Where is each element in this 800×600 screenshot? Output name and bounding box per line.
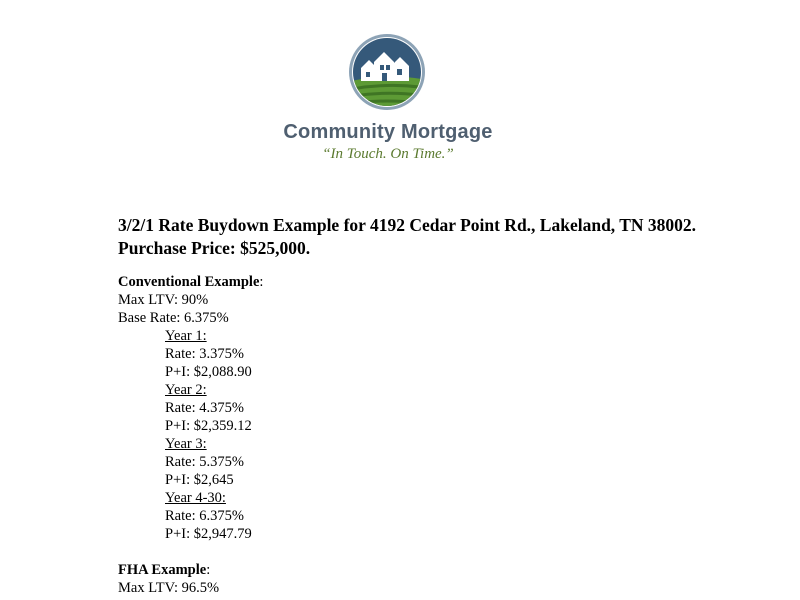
year-3-payment: P+I: $2,645	[165, 472, 234, 488]
fha-title-colon: :	[206, 562, 211, 578]
year-1-rate: Rate: 3.375%	[165, 346, 244, 362]
document-heading: 3/2/1 Rate Buydown Example for 4192 Cedar Point Rd., Lakeland, TN 38002. Purchase Price: $525,000.	[118, 215, 697, 258]
fha-section-title	[118, 561, 263, 579]
conventional-title: Conventional Example	[118, 274, 260, 290]
document-body	[118, 273, 263, 597]
year-2-payment: P+I: $2,359.12	[165, 418, 252, 434]
fha-title: FHA Example	[118, 562, 207, 578]
year-1-label: Year 1:	[165, 328, 207, 344]
conventional-title-colon: :	[259, 274, 264, 290]
year-2-label: Year 2:	[165, 382, 207, 398]
year-4-30-rate: Rate: 6.375%	[165, 508, 244, 524]
year-4-30-payment: P+I: $2,947.79	[165, 526, 252, 542]
conventional-max-ltv: Max LTV: 90%	[118, 292, 209, 308]
year-3-rate: Rate: 5.375%	[165, 454, 244, 470]
year-1-payment: P+I: $2,088.90	[165, 364, 252, 380]
brand-name: Community Mortgage	[283, 121, 493, 143]
brand-tagline: “In Touch. On Time.”	[322, 146, 454, 162]
conventional-base-rate: Base Rate: 6.375%	[118, 310, 229, 326]
section-spacer	[118, 543, 263, 561]
fha-max-ltv: Max LTV: 96.5%	[118, 580, 220, 596]
conventional-section-title	[118, 273, 263, 291]
year-3-label: Year 3:	[165, 436, 207, 452]
community-mortgage-logo-icon	[347, 32, 427, 112]
year-4-30-label: Year 4-30:	[165, 490, 226, 506]
year-2-rate: Rate: 4.375%	[165, 400, 244, 416]
